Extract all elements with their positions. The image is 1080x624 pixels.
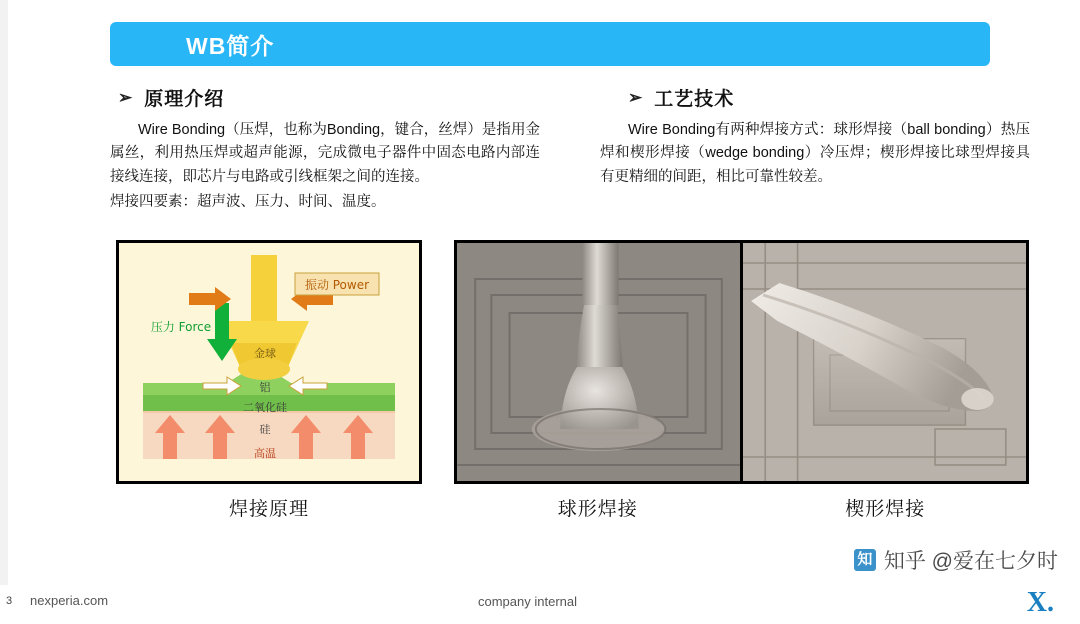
- left-column-paragraph-2: 焊接四要素：超声波、压力、时间、温度。: [110, 194, 386, 211]
- left-column: [110, 84, 540, 215]
- slide-side-strip: [0, 0, 8, 624]
- left-column-paragraph-1: [110, 119, 540, 189]
- ball-bond-sem: [457, 243, 740, 481]
- figure-sem-photos-image: [454, 240, 1029, 484]
- figure-wedge-bond-image: [743, 243, 1026, 481]
- right-column-paragraph-1-text: Wire Bonding有两种焊接方式：球形焊接（ball bonding）热压焊和楔形焊接（wedge bonding）冷压焊；楔形焊接比球型焊接具有更精细的间距，相比可靠性较差。: [600, 122, 1030, 185]
- arrow-bullet-icon: ➢: [118, 87, 133, 107]
- right-column: [600, 84, 1030, 189]
- page-number: 3: [6, 595, 13, 607]
- footer-confidentiality: company internal: [478, 594, 577, 609]
- figure-sem-photos: [454, 240, 1029, 484]
- svg-text:铝: 铝: [259, 381, 271, 394]
- left-column-paragraph-1-text: Wire Bonding（压焊，也称为Bonding，键合，丝焊）是指用金属丝，利用热压焊或超声能源，完成微电子器件中固态电路内部连接线连接，即芯片与电路或引线框架之间的连接。: [110, 122, 540, 185]
- footer-website: nexperia.com: [30, 593, 109, 608]
- svg-text:硅: 硅: [259, 423, 271, 436]
- left-column-heading: [110, 84, 540, 111]
- right-column-heading-label: 工艺技术: [654, 89, 735, 110]
- left-column-heading-label: 原理介绍: [144, 89, 225, 110]
- figure-ball-bond-caption: 球形焊接: [557, 499, 638, 520]
- figure-welding-principle-image: [116, 240, 422, 484]
- welding-principle-schematic: [119, 243, 419, 481]
- figure-welding-principle-caption: 焊接原理: [228, 499, 309, 520]
- watermark: [854, 545, 1058, 575]
- wedge-bond-sem: [743, 243, 1026, 481]
- arrow-bullet-icon: ➢: [628, 87, 643, 107]
- figure-ball-bond-image: [457, 243, 743, 481]
- figure-welding-principle: [116, 240, 422, 521]
- svg-text:金球: 金球: [254, 347, 276, 360]
- svg-text:压力 Force: 压力 Force: [150, 320, 212, 334]
- right-column-heading: [600, 84, 1030, 111]
- zhihu-logo-icon: 知: [854, 549, 876, 571]
- svg-text:高温: 高温: [254, 447, 276, 460]
- nexperia-logo-icon: X.: [1026, 587, 1054, 618]
- svg-text:二氧化硅: 二氧化硅: [243, 401, 287, 414]
- slide-title-bar: [110, 22, 990, 66]
- svg-text:振动 Power: 振动 Power: [304, 278, 370, 292]
- right-column-paragraph-1: [600, 119, 1030, 189]
- watermark-text: 知乎 @爱在七夕时: [883, 550, 1058, 573]
- page-title: WB简介: [186, 32, 275, 59]
- slide-footer: [0, 585, 1080, 624]
- sem-captions-row: [454, 484, 1029, 521]
- figure-wedge-bond-caption: 楔形焊接: [845, 499, 926, 520]
